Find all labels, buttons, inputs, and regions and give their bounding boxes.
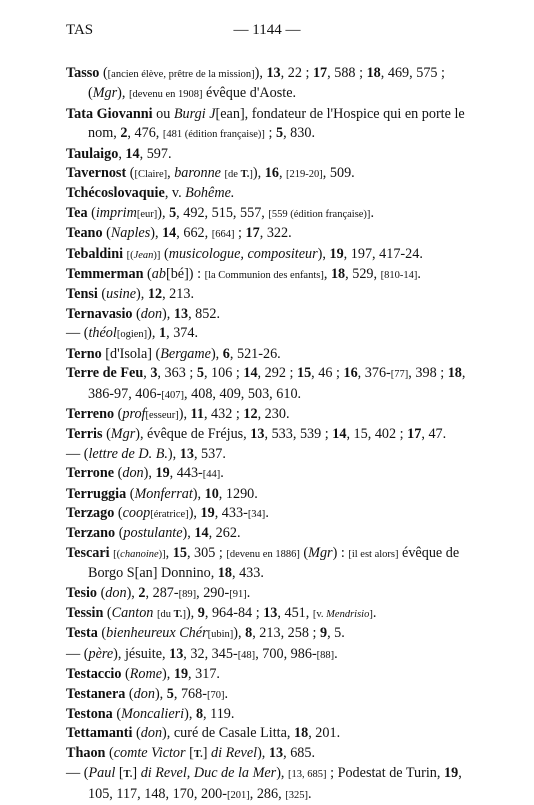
entry-headword: Tavernost	[66, 165, 127, 182]
index-entry: — (père), jésuite, 13, 32, 345-[48], 700, 986-[88].	[66, 645, 338, 662]
entry-headword: Tata Giovanni	[66, 105, 153, 122]
index-entry: Tata Giovanni ou Burgi J[ean], fondateur de l'Hospice qui en porte le nom, 2, 476, [481 (édition française)] ; 5, 830.	[66, 105, 465, 142]
index-entry: Tea (imprim[eur]), 5, 492, 515, 557, [559 (édition française)].	[66, 204, 374, 221]
index-entry: Tasso ([ancien élève, prêtre de la mission]), 13, 22 ; 17, 588 ; 18, 469, 575 ; (Mgr), [devenu en 1908] évêque d'Aoste.	[66, 65, 445, 102]
entry-headword: Terno	[66, 345, 102, 362]
entry-headword: Terzano	[66, 525, 116, 542]
entry-headword: Testanera	[66, 685, 126, 702]
entry-headword: Tessin	[66, 604, 104, 621]
entry-headword: Tebaldini	[66, 245, 124, 262]
entry-headword: Terre de Feu	[66, 365, 144, 382]
index-entry: Tescari [(chanoine)], 15, 305 ; [devenu en 1886] (Mgr) : [il est alors] évêque de Borgo S[an] Donnino, 18, 433.	[66, 544, 460, 582]
index-entry: — (théol[ogien]), 1, 374.	[66, 325, 199, 342]
entry-headword: Teano	[66, 225, 103, 242]
index-entry: Tavernost ([Claire], baronne [de T.]), 16, [219-20], 509.	[66, 165, 355, 182]
index-entry: Terno [d'Isola] (Bergame), 6, 521-26.	[66, 345, 281, 362]
index-entry: Tessin (Canton [du T.]), 9, 964-84 ; 13, 451, [v. Mendrisio].	[66, 604, 377, 621]
entry-headword: Terzago	[66, 504, 115, 521]
entry-headword: Testa	[66, 625, 98, 642]
entry-headword: Terris	[66, 426, 103, 443]
entry-headword: Testaccio	[66, 666, 122, 683]
index-entry: Terre de Feu, 3, 363 ; 5, 106 ; 14, 292 ; 15, 46 ; 16, 376-[77], 398 ; 18, 386-97, 406-[407], 408, 409, 503, 610.	[66, 365, 466, 402]
index-entry: Terruggia (Monferrat), 10, 1290.	[66, 485, 258, 502]
entry-headword: Taulaigo	[66, 145, 119, 162]
index-entry: Temmerman (ab[bé]) : [la Communion des enfants], 18, 529, [810-14].	[66, 266, 421, 283]
index-entry: Tesio (don), 2, 287-[89], 290-[91].	[66, 584, 251, 601]
index-entry: Terris (Mgr), évêque de Fréjus, 13, 533, 539 ; 14, 15, 402 ; 17, 47.	[66, 426, 447, 443]
index-entry: Testona (Moncalieri), 8, 119.	[66, 706, 235, 722]
index-entry: Tebaldini [(Jean)] (musicologue, compositeur), 19, 197, 417-24.	[66, 245, 423, 262]
index-entry: Terrone (don), 19, 443-[44].	[66, 465, 224, 482]
index-entry: — (Paul [T.] di Revel, Duc de la Mer), [13, 685] ; Podestat de Turin, 19, 105, 117, 148, 170, 200-[201], 286, [325].	[66, 765, 462, 802]
index-entry: Testaccio (Rome), 19, 317.	[66, 666, 220, 683]
entry-headword: Ternavasio	[66, 305, 133, 322]
entry-headword: Tasso	[66, 65, 100, 81]
index-entry: Terzano (postulante), 14, 262.	[66, 525, 241, 542]
index-entries	[66, 64, 470, 805]
index-entry: — (lettre de D. B.), 13, 537.	[66, 445, 226, 462]
page-number: — 1144 —	[233, 22, 301, 38]
entry-headword: Tea	[66, 204, 88, 221]
index-entry: Testanera (don), 5, 768-[70].	[66, 685, 229, 702]
entry-headword: Terreno	[66, 405, 115, 422]
entry-headword: Tensi	[66, 286, 98, 303]
entry-headword: Tescari	[66, 544, 110, 561]
index-entry: Ternavasio (don), 13, 852.	[66, 305, 220, 322]
entry-headword: Terruggia	[66, 485, 127, 502]
index-entry: Thaon (comte Victor [T.] di Revel), 13, 685.	[66, 744, 316, 761]
entry-headword: Temmerman	[66, 266, 144, 283]
index-entry: Tensi (usine), 12, 213.	[66, 286, 194, 303]
entry-headword: Tesio	[66, 584, 98, 601]
index-entry: Testa (bienheureux Chér[ubin]), 8, 213, 258 ; 9, 5.	[66, 625, 345, 642]
index-entry: Tchécoslovaquie, v. Bohême.	[66, 185, 235, 202]
index-entry: Terreno (prof[esseur]), 11, 432 ; 12, 230.	[66, 405, 290, 422]
entry-headword: Terrone	[66, 465, 115, 482]
entry-headword: Tettamanti	[66, 725, 133, 742]
entry-headword: Testona	[66, 706, 113, 722]
entry-headword: Tchécoslovaquie	[66, 185, 165, 202]
entry-headword: Thaon	[66, 744, 106, 761]
index-entry: Tettamanti (don), curé de Casale Litta, 18, 201.	[66, 725, 341, 742]
index-entry: Taulaigo, 14, 597.	[66, 145, 172, 162]
index-entry: Terzago (coop[ératrice]), 19, 433-[34].	[66, 504, 269, 521]
running-head: TAS	[66, 22, 94, 38]
index-entry: Teano (Naples), 14, 662, [664] ; 17, 322.	[66, 225, 292, 242]
